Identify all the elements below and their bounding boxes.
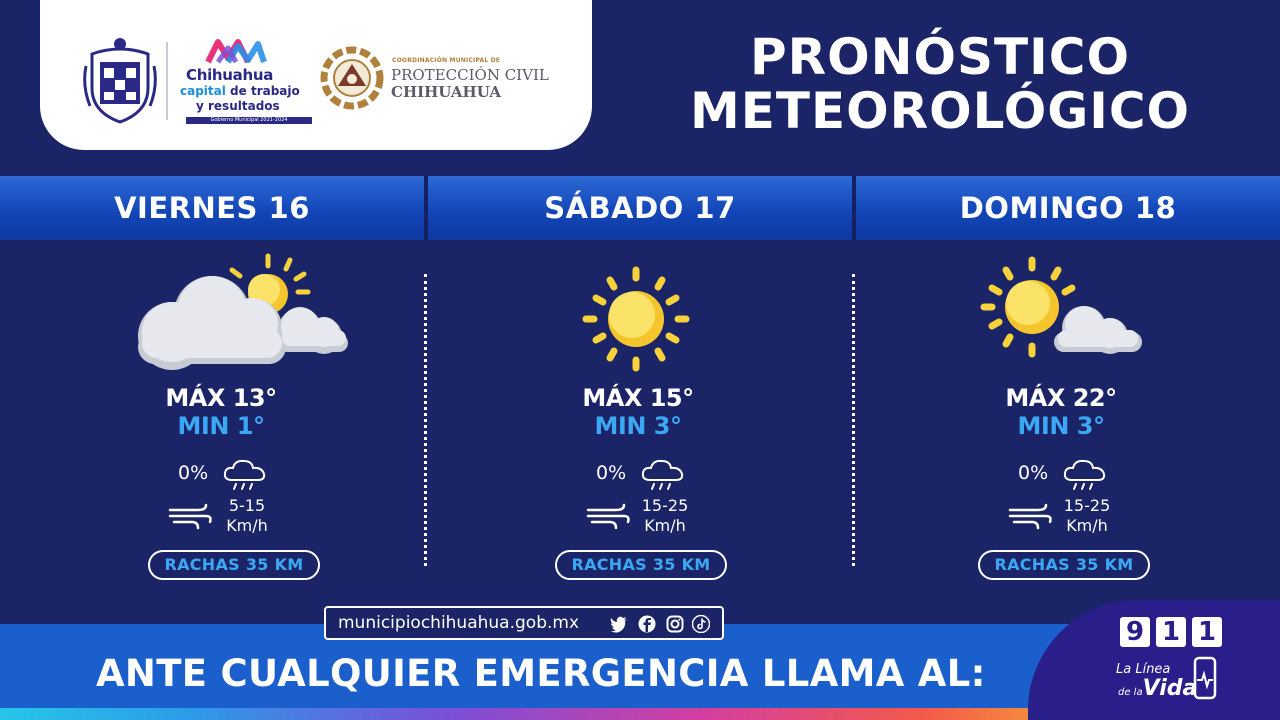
page-title: [600, 30, 1280, 138]
logo-card: [40, 0, 592, 150]
chihuahua-tagline: [180, 84, 300, 98]
day-header-bar: [0, 176, 1280, 240]
linea-vida-vida: Vida: [1142, 676, 1198, 701]
column-divider: [424, 274, 427, 566]
wind-icon: [168, 502, 212, 530]
website-pill[interactable]: [324, 606, 724, 640]
website-url[interactable]: municipiochihuahua.gob.mx: [338, 613, 580, 633]
tiktok-icon[interactable]: [692, 615, 710, 633]
wind-unit-3: Km/h: [1066, 516, 1108, 535]
instagram-icon[interactable]: [666, 615, 684, 633]
twitter-icon[interactable]: [610, 615, 628, 633]
rain-cloud-icon: [640, 456, 686, 492]
wind-range-3: 15-25: [1063, 496, 1111, 515]
max-temp-2: MÁX 15°: [582, 384, 694, 412]
chihuahua-tag-em: capital: [180, 84, 226, 98]
chihuahua-m-icon: [204, 38, 268, 64]
title-line2: METEOROLÓGICO: [689, 82, 1191, 140]
pc-coordination-label: COORDINACIÓN MUNICIPAL DE: [392, 57, 501, 64]
wind-speed-2: [630, 496, 700, 536]
gust-badge-3: RACHAS 35 KM: [978, 550, 1150, 580]
wind-speed-1: [212, 496, 282, 536]
gust-badge-1: RACHAS 35 KM: [148, 550, 320, 580]
linea-vida-big: [1118, 676, 1197, 701]
digit-9: 9: [1120, 617, 1150, 647]
proteccion-civil-seal-icon: [320, 46, 384, 110]
column-divider: [852, 274, 855, 566]
emergency-text: ANTE CUALQUIER EMERGENCIA LLAMA AL:: [96, 652, 986, 695]
rain-pct-2: 0%: [596, 462, 627, 484]
wind-speed-3: [1052, 496, 1122, 536]
pc-line2: CHIHUAHUA: [391, 83, 501, 101]
min-temp-2: MIN 3°: [594, 412, 682, 440]
linea-vida-de: de la: [1118, 687, 1143, 698]
wind-range-1: 5-15: [228, 496, 266, 515]
pc-name: [391, 67, 549, 101]
emergency-911-badge[interactable]: [1028, 600, 1280, 720]
linea-vida-small: La Línea: [1116, 662, 1171, 677]
rain-pct-3: 0%: [1018, 462, 1049, 484]
wind-icon: [1008, 502, 1052, 530]
min-temp-3: MIN 3°: [1017, 412, 1105, 440]
facebook-icon[interactable]: [638, 615, 656, 633]
partly-cloudy-icon: [128, 250, 354, 374]
sunny-icon: [582, 266, 690, 372]
day-header-3: DOMINGO 18: [856, 176, 1280, 240]
municipal-crest-icon: [82, 36, 158, 126]
wind-icon: [586, 502, 630, 530]
phone-heartbeat-icon: [1192, 656, 1218, 700]
wind-range-2: 15-25: [641, 496, 689, 515]
rain-cloud-icon: [222, 456, 268, 492]
chihuahua-tag-rest: de trabajo: [225, 84, 300, 98]
chihuahua-name: Chihuahua: [186, 66, 274, 84]
rain-pct-1: 0%: [178, 462, 209, 484]
max-temp-3: MÁX 22°: [1005, 384, 1117, 412]
chihuahua-tagline2: y resultados: [196, 99, 280, 113]
day-header-2: SÁBADO 17: [428, 176, 852, 240]
wind-unit-1: Km/h: [226, 516, 268, 535]
digit-1: 1: [1156, 617, 1186, 647]
rain-cloud-icon: [1062, 456, 1108, 492]
mostly-sunny-icon: [978, 254, 1148, 362]
title-line1: PRONÓSTICO: [750, 28, 1130, 86]
digit-1b: 1: [1192, 617, 1222, 647]
pc-line1: PROTECCIÓN CIVIL: [391, 66, 549, 84]
logo-divider: [166, 42, 168, 120]
gust-badge-2: RACHAS 35 KM: [555, 550, 727, 580]
wind-unit-2: Km/h: [644, 516, 686, 535]
chihuahua-gov-bar: Gobierno Municipal 2021-2024: [186, 117, 312, 124]
chihuahua-logo: [176, 32, 326, 128]
max-temp-1: MÁX 13°: [165, 384, 277, 412]
min-temp-1: MIN 1°: [177, 412, 265, 440]
day-header-1: VIERNES 16: [0, 176, 424, 240]
